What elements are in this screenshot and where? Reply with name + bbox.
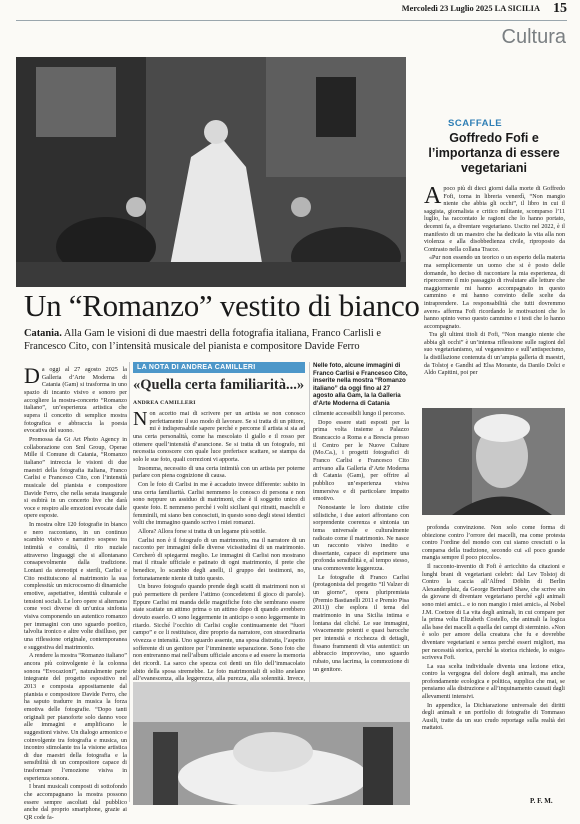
article-column-1: Da oggi al 27 agosto 2025 la Galleria d’Arte Moderna di Catania (Gam) si trasforma in uno spazio di incanto visivo e sonoro per accogliere la mostra-concerto “Romanzo italiano”, un’esperienza artistica che supera il concetto di semplice mostra fotografica e abbraccia la poesia evocativa del suono. Promossa da Gt Art Photo Agency in collaborazione con Sml Group, Operae Mille il Comune di Catania, “Romanzo italiano” intreccia le visioni di due maestri della fotografia italiana, Franco Carlisi e Francesco Cito, con l’intensità musicale del pianista e compositore Davide Ferro, che nella serata inaugurale si esibirà in un concerto live che darà voce e respiro alle emozioni evocate dalle opere esposte. In mostra oltre 120 fotografie in bianco e nero raccontano, in un continuo scambio visivo e narrativo sospeso tra intimità e coralità, il rito nuziale attraverso linguaggi che si allontanano consapevolmente dalla tradizione. Lontani da stereotipi e sterili, Carlisi e Cito restituiscono al matrimonio la sua complessità: un microcosmo di dinamiche emotive, aspettative, identità culturale e tensioni sociali. Le loro opere si alternano come voci diverse di un’unica sinfonia visiva componendo un autentico romanzo per immagini con uno sguardo poetico, talvolta ironico e altre volte disilluso, per una riflessione originale, contemporanea e suggestiva del matrimonio. A rendere la mostra “Romanzo italiano” ancora più coinvolgente è la colonna sonora “Evocazioni”, naturalmente parte integrante del progetto espositivo nel 2013 e composta appositamente dal pianista e compositore Davide Ferro, che ha saputo tradurre in musica la forza emotiva delle fotografie. “Dopo tanti originali per pianoforte solo danno voce alle immagini e amplificano le suggestioni visive. Un dialogo armonico e coinvolgente tra fotografia e musica, un incontro stimolante tra la visione artistica di due maestri della fotografia e la sensibilità di un compositore capace di trasformare l’emozione visiva in esperienza sonora. I brani musicali composti di sottofondo che accompagnano la mostra possono essere sempre ascoltati dal pubblico anche dal proprio smartphone, grazie ai QR code fa- bbox=[24, 363, 127, 822]
header-rule bbox=[16, 20, 567, 21]
note-headline: «Quella certa familiarità...» bbox=[133, 377, 305, 393]
author-portrait bbox=[422, 408, 565, 515]
page-number: 15 bbox=[553, 1, 567, 16]
note-text: Non accetto mai di scrivere per un artista se non conosco perfettamente il suo modo di lavorare. Se si tratta di un pittore, mi è indispensabile sapere perché e percome il artista si sia ad una certa personalità, come ha mescolato il giallo e il rosso per ottenere quell’intensità d’arancione. Se si tratta di un fotografo, mi necessita conoscere con quale luce preferisce scattare, se stampa da solo le sue foto, quali correzioni vi apporta. Insomma, necessito di una certa intimità con un artista per poterne parlare con piena cognizione di causa. Con le foto di Carlisi in me è accaduto invece differente: subito in una certa familiarità. Carlisi nemmeno lo conosco di persona e non sono neppure un assiduo di matrimoni, che è il soggetto unico di queste foto. E nemmeno perché i volti siciliani qui ritratti, maschili e femminili, mi siano ben conosciuti, in questo sono degli stessi identici volti che immagino quando scrivo i miei romanzi. Allora? Allora forse si tratta di un legame più sottile. Carlisi non è il fotografo di un matrimonio, ma il narratore di un racconto per immagini delle diverse vicissitudini di un matrimonio. Cercherò di spiegarmi meglio. Le immagini di Carlisi non mostrano mai il rituale ufficiale e patinato di ogni matrimonio, il prete che benedice, lo scambio degli anelli, il gruppo dei testimoni, no, fortunatamente niente di tutto questo. Un bravo fotografo quando prende degli scatti di matrimoni non si può permettere di perdere l’attimo (concedetemi il gioco di parole). Eppure Carlisi mi manda delle magnifiche foto che sembrano essere state scattate un attimo prima o un attimo dopo di quando avrebbero dovuto esserlo. O sono leggermente in anticipo o sono leggermente in ritardo. Sicché l’occhio di Carlisi coglie continuamente dei “fuori campo” e ce li restituisce, dire proprio da narratore, con straordinaria vivezza e intensità. Uno sguardo assente, una sposa distratta, l’aspetto sofferente di un genitore per l’imminente separazione. Sono foto che non entreranno mai nell’album ufficiale ancora e ad essere la memoria dei ricordi. La sarco che spezza coi denti un filo dell’immacolato abito della sposa stremebbe. Le foto matrimoniali di solito anelano all’evanescenza, alla leggerezza, alla purezza, alla solennità. Invece, bbox=[133, 408, 305, 683]
sidebar-signature: P. F. M. bbox=[530, 797, 553, 805]
issue-date: Mercoledì 23 Luglio 2025 LA SICILIA bbox=[401, 4, 540, 13]
wedding-photo bbox=[16, 57, 406, 287]
article-column-3: cilmente accessibili lungo il percorso. Dopo essere stati esposti per la prima volta insieme a Palazzo Brancaccio a Roma e a Brescia presso il Centro per le Nuove Culture (Mo.Ca.), i progetti fotografici di Franco Carlisi e Francesco Cito arrivano alla Galleria d’Arte Moderna di Catania (Gam), per offrire al pubblico un’esperienza visiva immersiva e di particolare impatto emotivo. Nonostante le loro distinte cifre stilistiche, i due autori affrontano con sorprendente coerenza e sintonia un tema universale e culturalmente radicato come il matrimonio. Ne nasce un racconto visivo inedito e dissertante, capace di esprimere una profonda sensibilità e, al tempo stesso, una commovente leggerezza. Le fotografie di Franco Carlisi (protagonista del progetto “Il Valzer di un giorno”, opera pluripremiata (Premio Bastianelli 2011 e Premio Pisa 2011)) che esplora il tema del matrimonio in una Sicilia intima e lontana dai cliché. Le sue immagini, vivacemente potenti e quasi barocche per intensità e ricchezza di dettagli, fissano frammenti di vita autentici: un abbraccio improvviso, uno sguardo rubato, una lacrima, la commozione di un genitore. bbox=[313, 411, 409, 673]
sidebar-text: A poco più di dieci giorni dalla morte di Goffredo Fofi, torna in libreria venerdì, “Non mangio niente che abbia gli occhi”, il libro in cui il saggista, giornalista e critico militante, scomparso l’11 luglio, ha raccontato le ragioni che lo hanno portato, decenni fa, a diventare vegetariano. Uscito nel 2022, è il manifesto di un maestro che ha dedicato la vita alla non violenza e alla disobbedienza civile, riproposto da Contrasto nella collana Tracce. «Pur non essendo un teorico o un esperto della materia ma semplicemente un uomo che si è posto delle domande, ho deciso di raccontare la mia esperienza, di ripercorrere il mio passaggio di rivalutare alle letture che maggiormente mi hanno accompagnato in questo cammino e mi hanno convinto delle scelte da intraprendere. La responsabilità che tutti dovremmo avere» afferma Fofi ricordando le motivazioni che lo hanno spinto verso questo cammino e i testi che lo hanno accompagnato. Tra gli ultimi titoli di Fofi, “Non mangio niente che abbia gli occhi” è un’intensa riflessione sulle ragioni del suo vegetarianismo, sul veganesimo e sull’antispecismo, la distillazione contenuta di un’ampia galleria di maestri, da Tolstoj e Gandhi ad Elsa Morante, da Danilo Dolci e Aldo Capitini, poi per bbox=[424, 183, 565, 377]
note-drop-cap: N bbox=[133, 408, 148, 430]
sidebar-label: SCAFFALE bbox=[448, 118, 503, 129]
article-subtitle: Catania. Alla Gam le visioni di due maestri della fotografia italiana, Franco Carlisli e Francesco Cito, con l’intensità musicale del pianista e compositore Davide Ferro bbox=[24, 328, 381, 352]
sidebar-drop-cap: A bbox=[424, 183, 442, 209]
note-byline: ANDREA CAMILLERI bbox=[133, 400, 196, 406]
column-divider bbox=[309, 362, 310, 682]
sidebar-text-continued: profonda convinzione. Non solo come forma di obiezione contro l’orrore dei macelli, ma come protesta contro l’ordine del mondo con cui siamo cresciuti o la comparsa della tradizione, secondo cui «il poco grande mangia sempre il poco piccolo». Il racconto-inventio di Fofi è arricchito da citazioni e lunghi brani di vegetariani celebri: dal Lev Tolstoj di Contro la caccia all’Alfred Döblin di Berlin Alexanderplatz, da George Bernhard Shaw, che scrive sin da giovane di diventare vegetariano perché «gli animali sono miei amici... e io non mangio i miei amici», al Nobel J.M. Coetzee di La vita degli animali, in cui compare per la prima volta Elizabeth Costello, che animali la logica alla base dei macelli a quella dei campi di sterminio. «Non è solo per amore della creatura che fu e dovrebbe diventare vegetariani e senza perché esseri migliori, ma per necessità storica, perché la storica richiede, lo esige» scriveva Fofi. La sua scelta individuale diventa una lezione etica, contro la vergogna del dolore degli animali, ma anche profondamente ecologica e politica, supplica che mai, se pensiamo alla distruzione e all’inquinamento causati dagli allevamenti intensivi. In appendice, la Dichiarazione universale dei diritti degli animali e un portfolio di fotografie di Tommaso Ausili, tratte da un suo crudo reportage sulla realtà dei mattatoi. bbox=[422, 525, 565, 732]
wedding-photo-bottom bbox=[133, 682, 410, 805]
article-title: Un “Romanzo” vestito di bianco bbox=[24, 288, 420, 323]
note-label: LA NOTA DI ANDREA CAMILLERI bbox=[137, 364, 256, 371]
photo-caption: Nelle foto, alcune immagini di Franco Carlisi e Francesco Cito, inserite nella mostra “Romanzo italiano” da oggi fino al 27 agosto alla Gam, la la Galleria d’Arte Moderna di Catania bbox=[313, 362, 408, 407]
section-title: Cultura bbox=[501, 26, 566, 48]
sidebar-title: Goffredo Fofi e l’importanza di essere vegetariani bbox=[428, 131, 560, 175]
article-drop-cap: D bbox=[24, 363, 40, 388]
column-divider bbox=[129, 362, 130, 802]
